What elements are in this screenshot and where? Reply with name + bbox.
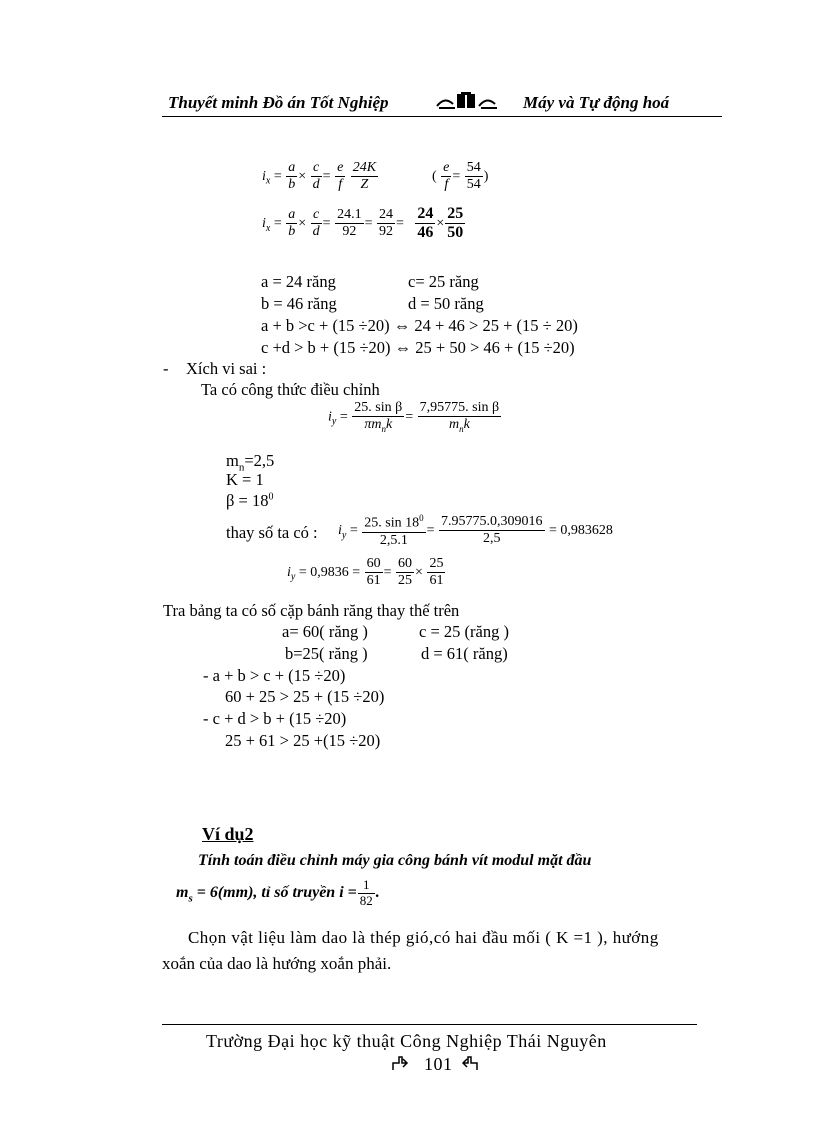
footer-rule (162, 1024, 697, 1025)
check-1: - a + b > c + (15 ÷20) (203, 666, 346, 685)
k-value: K = 1 (226, 470, 264, 489)
lookup-a: a= 60( răng ) (282, 622, 368, 641)
gear-d: d = 50 răng (408, 294, 484, 313)
header-left: Thuyết minh Đồ án Tốt Nghiệp (168, 93, 389, 112)
check-2-values: 25 + 61 > 25 +(15 ÷20) (225, 731, 381, 750)
section-heading: Xích vi sai : (186, 359, 267, 378)
book-logo-icon (435, 90, 505, 117)
check-2: - c + d > b + (15 ÷20) (203, 709, 347, 728)
lookup-c: c = 25 (răng ) (419, 622, 509, 641)
ix-formula-1: $i_x$ = $\frac{a}{b}$ × $\frac{c}{d}$ = $\frac{e}{f}$ $\frac{24K}{Z}$ (262, 160, 377, 193)
ix-formula-2: $i_x$ = $\frac{a}{b}$ × $\frac{c}{d}$ = $\frac{24.1}{92}$ = $\frac{24}{92}$ = $\frac{24}{46}$ × $\frac{25}{50}$ (262, 205, 464, 242)
lookup-d: d = 61( răng) (421, 644, 508, 663)
paragraph-line-1: Chọn vật liệu làm dao là thép gió,có hai đầu mối ( K =1 ), hướng (188, 928, 659, 947)
example-subtitle: Tính toán điều chỉnh máy gia công bánh vít modul mặt đầu (198, 852, 592, 869)
hand-left-icon (460, 1053, 480, 1078)
check-1-values: 60 + 25 > 25 + (15 ÷20) (225, 687, 385, 706)
gear-c: c= 25 răng (408, 272, 479, 291)
lookup-b: b=25( răng ) (285, 644, 368, 663)
iy-formula: $i_y$ = $\frac{\text{25. sin β}}{\pi m_nk}$ = $\frac{\text{7,95775. sin β}}{m_nk}$ (328, 400, 500, 434)
footer-school: Trường Đại học kỹ thuật Công Nghiệp Thái Nguyên (206, 1031, 607, 1051)
gear-b: b = 46 răng (261, 294, 337, 313)
intro-line: Ta có công thức điều chỉnh (201, 380, 380, 399)
beta-value: $\beta = 18^0$ (226, 491, 274, 510)
hand-right-icon (390, 1053, 410, 1078)
ratio-result: $i_y = 0,9836$ = $\frac{60}{61}$ = $\frac{60}{25}$ × $\frac{25}{61}$ (287, 556, 444, 589)
mn-value: $m_n=2,5$ (226, 451, 275, 474)
header-rule (162, 116, 722, 117)
example-module-line: $m_s = 6(mm)$, tỉ số truyền i = $\frac{1}{82}$ . (176, 877, 380, 908)
substitute-formula: $i_y$ = $\frac{25. \sin 18^0}{2,5.1}$ = $\frac{7.95775.0,309016}{2,5}$ = 0,983628 (338, 513, 613, 548)
paragraph-line-2: xoắn của dao là hướng xoắn phải. (162, 954, 392, 973)
gear-a: a = 24 răng (261, 272, 336, 291)
bullet-dash: - (163, 359, 169, 378)
header-right: Máy và Tự động hoá (523, 93, 670, 112)
example-title: Ví dụ2 (202, 824, 254, 844)
condition-2: c +d > b + (15 ÷20) ⇔ 25 + 50 > 46 + (15 ÷20) (261, 338, 575, 357)
condition-1: a + b >c + (15 ÷20) ⇔ 24 + 46 > 25 + (15 ÷ 20) (261, 316, 578, 335)
substitute-label: thay số ta có : (226, 523, 318, 542)
page-number: 101 (424, 1054, 453, 1074)
ix-side-ratio: ( $\frac{e}{f}$ = $\frac{54}{54}$ ) (432, 160, 489, 193)
lookup-line: Tra bảng ta có số cặp bánh răng thay thế trên (163, 601, 460, 620)
